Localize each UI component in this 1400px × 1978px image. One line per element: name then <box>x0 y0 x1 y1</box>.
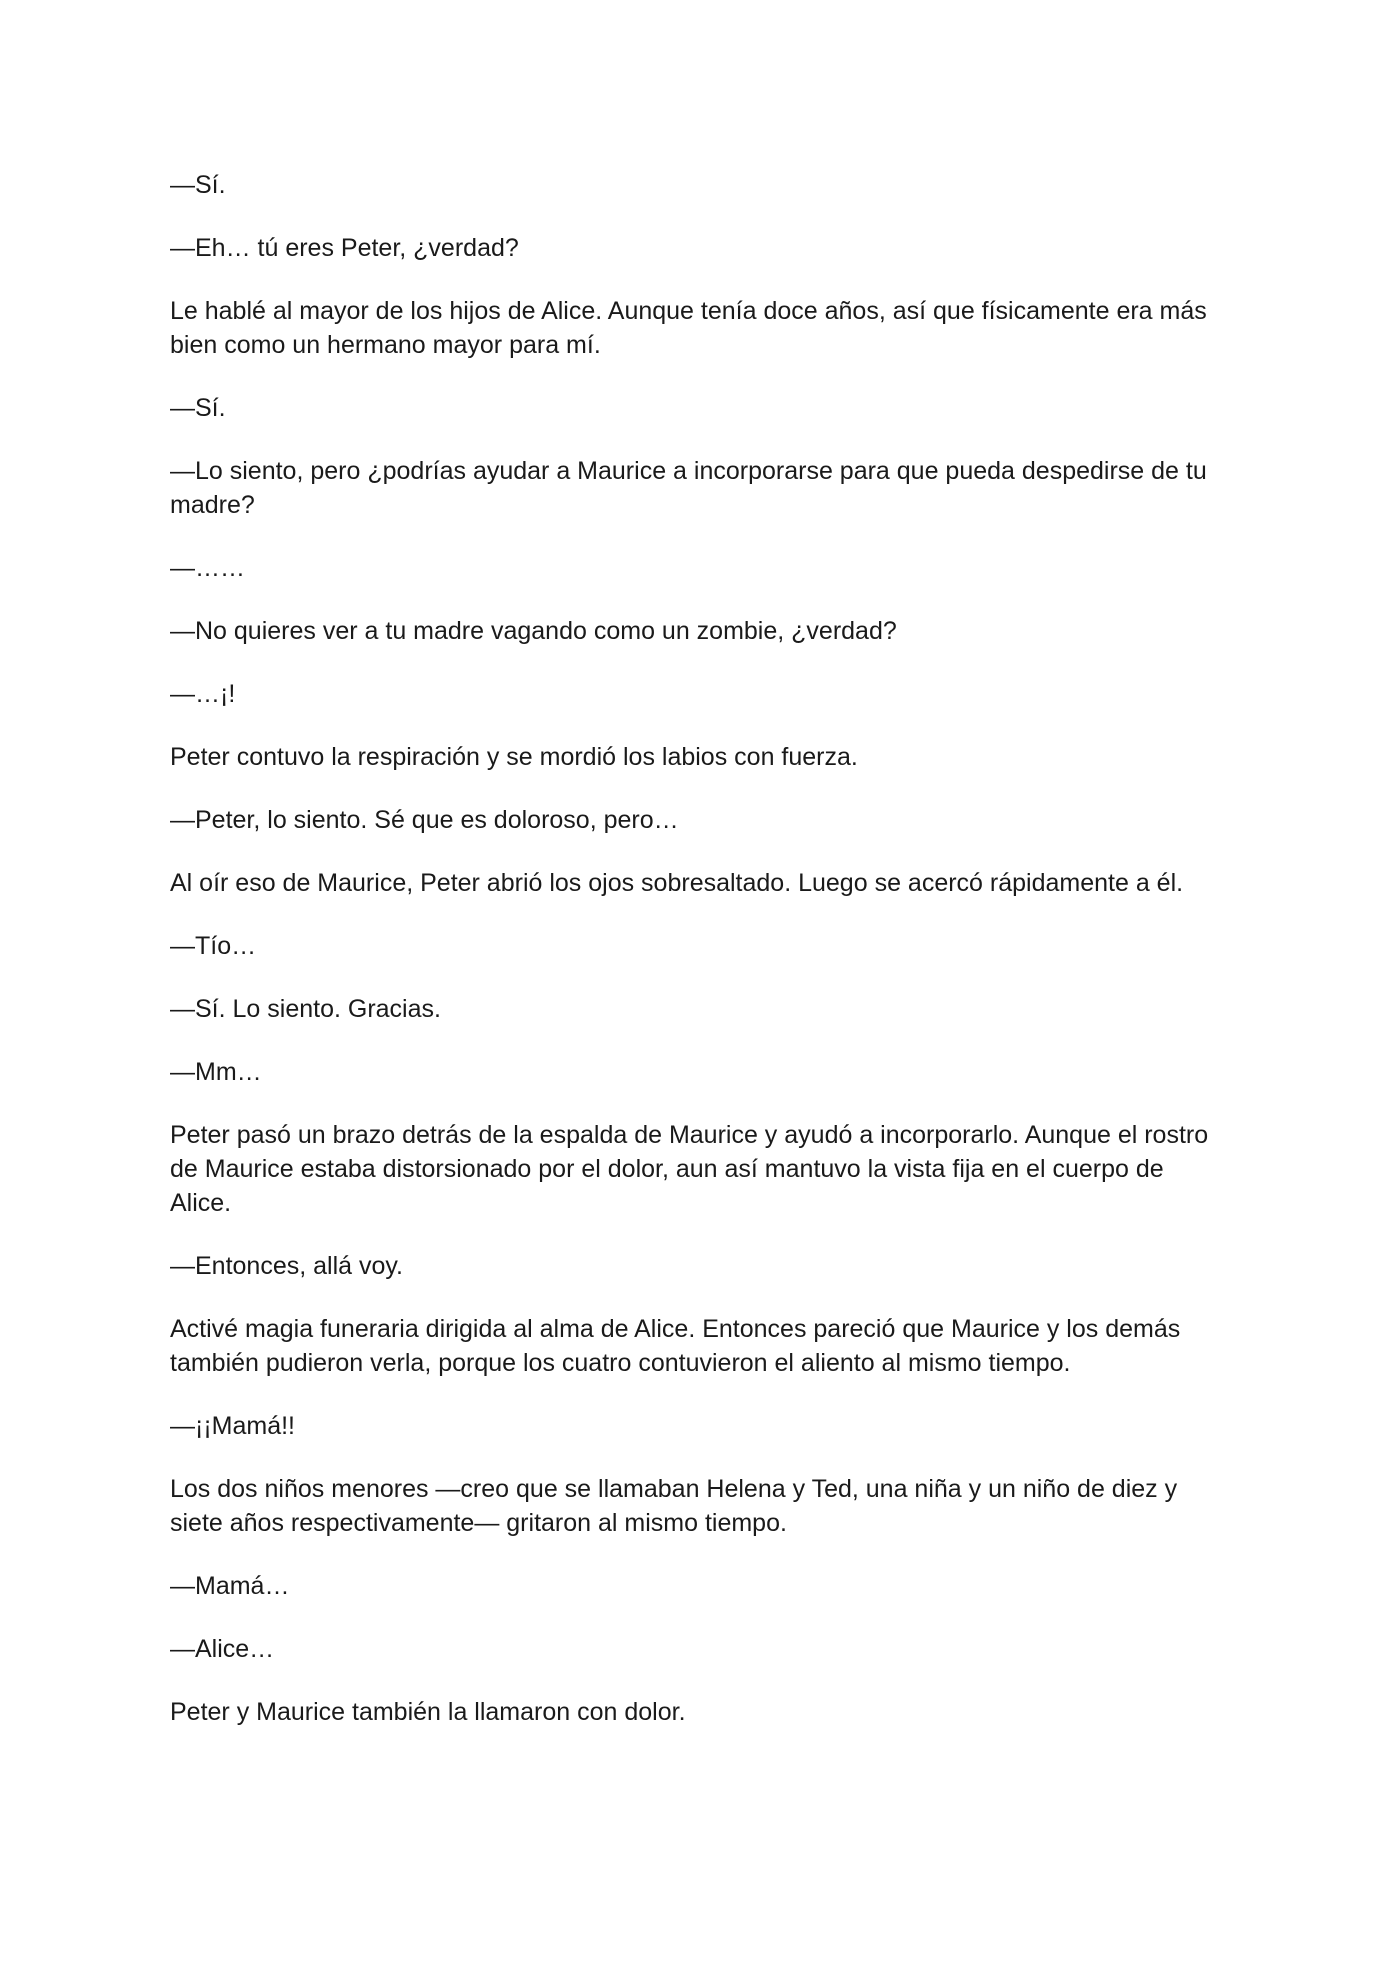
paragraph: Los dos niños menores —creo que se llamaban Helena y Ted, una niña y un niño de diez y siete años respectivamente— gritaron al mismo tiempo. <box>170 1475 1178 1537</box>
paragraph: —Sí. Lo siento. Gracias. <box>170 995 441 1023</box>
paragraph: Al oír eso de Maurice, Peter abrió los ojos sobresaltado. Luego se acercó rápidamente a él. <box>170 869 1184 897</box>
paragraph: —Sí. <box>170 394 226 422</box>
paragraph: —Mm… <box>170 1058 262 1086</box>
paragraph: —…¡! <box>170 680 236 708</box>
paragraph: —¡¡Mamá!! <box>170 1412 295 1440</box>
paragraph: —Peter, lo siento. Sé que es doloroso, pero… <box>170 806 679 834</box>
paragraph: Le hablé al mayor de los hijos de Alice. Aunque tenía doce años, así que físicamente era más bien como un hermano mayor para mí. <box>170 297 1207 359</box>
paragraph: —Mamá… <box>170 1572 290 1600</box>
paragraph: Peter y Maurice también la llamaron con dolor. <box>170 1698 686 1726</box>
paragraph: Peter contuvo la respiración y se mordió los labios con fuerza. <box>170 743 858 771</box>
paragraph: —Lo siento, pero ¿podrías ayudar a Maurice a incorporarse para que pueda despedirse de tu madre? <box>170 457 1207 519</box>
paragraph: Peter pasó un brazo detrás de la espalda de Maurice y ayudó a incorporarlo. Aunque el rostro de Maurice estaba distorsionado por el dolor, aun así mantuvo la vista fija en el cuerpo de Alice. <box>170 1121 1209 1217</box>
document-body <box>170 168 1230 1758</box>
paragraph: —Tío… <box>170 932 257 960</box>
paragraph: —Eh… tú eres Peter, ¿verdad? <box>170 234 519 262</box>
paragraph: —…… <box>170 554 245 582</box>
paragraph: Activé magia funeraria dirigida al alma de Alice. Entonces pareció que Maurice y los demás también pudieron verla, porque los cuatro contuvieron el aliento al mismo tiempo. <box>170 1315 1181 1377</box>
paragraph: —Sí. <box>170 171 226 199</box>
paragraph: —No quieres ver a tu madre vagando como un zombie, ¿verdad? <box>170 617 897 645</box>
paragraph: —Entonces, allá voy. <box>170 1252 403 1280</box>
paragraph: —Alice… <box>170 1635 275 1663</box>
